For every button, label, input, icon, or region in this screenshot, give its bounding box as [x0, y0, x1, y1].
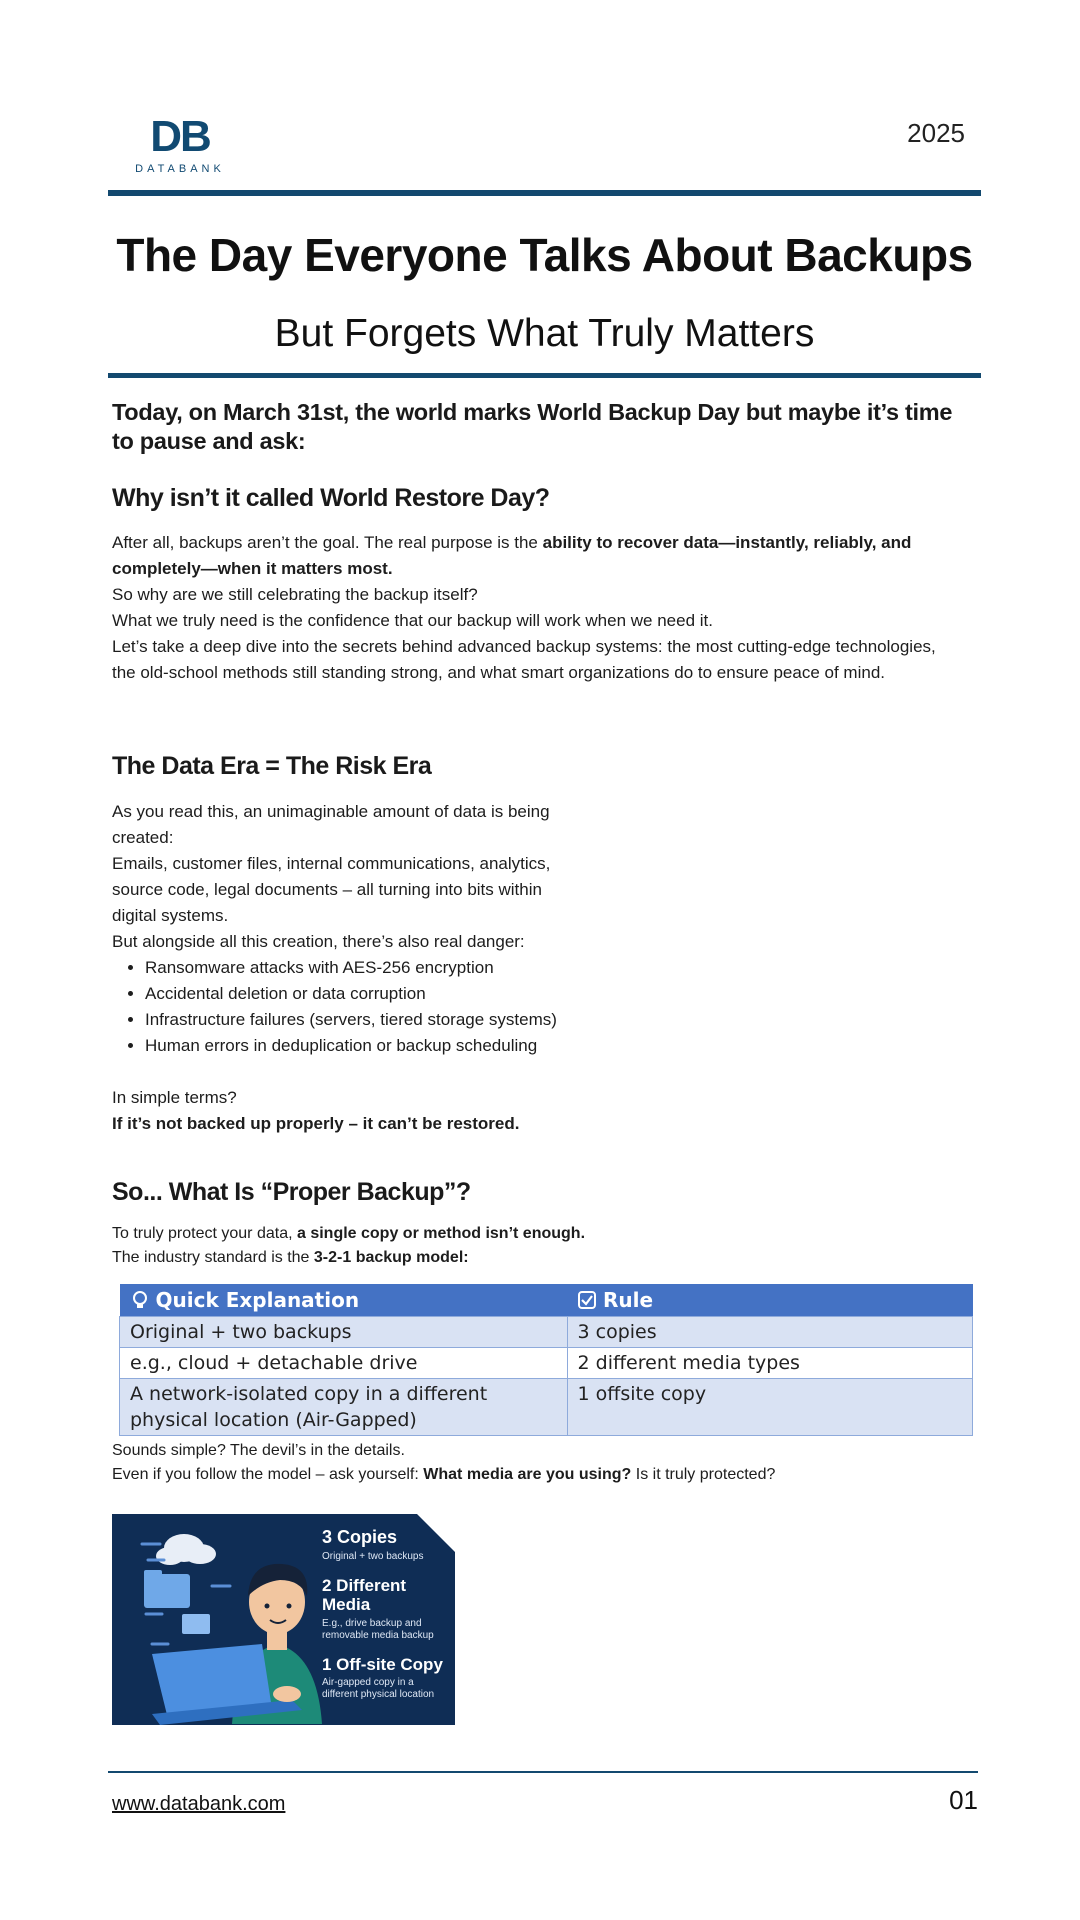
table-cell: 3 copies: [567, 1317, 973, 1348]
logo-mark: DB: [150, 112, 210, 161]
footer-divider: [108, 1771, 978, 1773]
table-header-rule-label: Rule: [603, 1288, 654, 1312]
risk-paragraph-5: If it’s not backed up properly – it can’t be restored.: [112, 1114, 520, 1133]
after-line-2: Even if you follow the model – ask yourself: What media are you using? Is it truly protected?: [112, 1466, 776, 1483]
risk-paragraph-3: But alongside all this creation, there’s also real danger:: [112, 932, 525, 951]
section-after-table: [112, 1439, 962, 1487]
risk-paragraph-2: Emails, customer files, internal communications, analytics, source code, legal documents – all turning into bits within digital systems.: [112, 854, 551, 925]
table-cell: Original + two backups: [120, 1317, 568, 1348]
risk-list-item: • Ransomware attacks with AES-256 encryption: [145, 955, 645, 981]
risk-list-item: • Infrastructure failures (servers, tiered storage systems): [145, 1007, 645, 1033]
proper-line-2: The industry standard is the 3-2-1 backup model:: [112, 1249, 469, 1266]
title-divider: [108, 373, 981, 378]
illustration-text-media: E.g., drive backup and removable media backup: [322, 1618, 434, 1641]
header-divider: [108, 190, 981, 196]
restore-paragraph-4: Let’s take a deep dive into the secrets behind advanced backup systems: the most cutting-edge technologies, the old-school methods still standing strong, and what smart organizations do to ensure peace of mind.: [112, 637, 936, 682]
section-proper-body: [112, 1222, 962, 1270]
page-corner-fold: [417, 1514, 455, 1552]
section-heading-proper-backup: So... What Is “Proper Backup”?: [112, 1178, 471, 1206]
page-number: 01: [949, 1785, 978, 1815]
table-row: [120, 1317, 973, 1348]
table-row: [120, 1348, 973, 1379]
table-cell: 1 offsite copy: [567, 1379, 973, 1436]
section-heading-restore-day: Why isn’t it called World Restore Day?: [112, 484, 550, 512]
table-cell: e.g., cloud + detachable drive: [120, 1348, 568, 1379]
table-header-row: [120, 1284, 973, 1317]
section-heading-risk-era: The Data Era = The Risk Era: [112, 752, 432, 780]
table-cell: 2 different media types: [567, 1348, 973, 1379]
databank-logo: [130, 112, 230, 175]
lead-paragraph: Today, on March 31st, the world marks World Backup Day but maybe it’s time to pause and ask:: [112, 399, 953, 454]
table-header-explanation-label: Quick Explanation: [155, 1288, 360, 1312]
risk-paragraph-4: In simple terms?: [112, 1088, 237, 1107]
table-row: [120, 1379, 973, 1436]
table-header-rule: [567, 1284, 973, 1317]
website-link[interactable]: www.databank.com: [112, 1793, 286, 1815]
page-subtitle: But Forgets What Truly Matters: [274, 312, 815, 355]
year-label: 2025: [907, 118, 965, 148]
risk-list: [112, 955, 645, 1059]
illustration-text-offsite: Air-gapped copy in a different physical location: [322, 1677, 435, 1700]
proper-line-1: To truly protect your data, a single copy or method isn’t enough.: [112, 1225, 586, 1242]
risk-paragraph-1: As you read this, an unimaginable amount of data is being created:: [112, 802, 550, 847]
after-line-1: Sounds simple? The devil’s in the details.: [112, 1442, 405, 1459]
lightbulb-icon: [130, 1290, 150, 1310]
illustration-heading-offsite: 1 Off-site Copy: [322, 1655, 443, 1674]
illustration-heading-media: 2 Different Media: [322, 1576, 407, 1614]
illustration-heading-copies: 3 Copies: [322, 1527, 398, 1547]
checkbox-icon: [577, 1290, 597, 1310]
backup-rule-table: [119, 1284, 973, 1436]
section-restore-body: [112, 530, 962, 686]
restore-paragraph-3: What we truly need is the confidence that our backup will work when we need it.: [112, 611, 713, 630]
page-title: The Day Everyone Talks About Backups: [116, 229, 973, 281]
folder-icon: [144, 1574, 190, 1608]
table-cell: A network-isolated copy in a different physical location (Air-Gapped): [120, 1379, 568, 1436]
illustration-text-copies: Original + two backups: [322, 1551, 424, 1562]
table-header-explanation: [120, 1284, 568, 1317]
restore-paragraph-1: After all, backups aren’t the goal. The real purpose is the ability to recover data—instantly, reliably, and completely—when it matters most.: [112, 533, 912, 578]
backup-321-illustration: [112, 1514, 455, 1725]
risk-list-item: • Accidental deletion or data corruption: [145, 981, 645, 1007]
restore-paragraph-2: So why are we still celebrating the backup itself?: [112, 585, 478, 604]
section-risk-body: [112, 799, 582, 1137]
risk-list-item: • Human errors in deduplication or backup scheduling: [145, 1033, 645, 1059]
logo-wordmark: DATABANK: [135, 163, 225, 175]
